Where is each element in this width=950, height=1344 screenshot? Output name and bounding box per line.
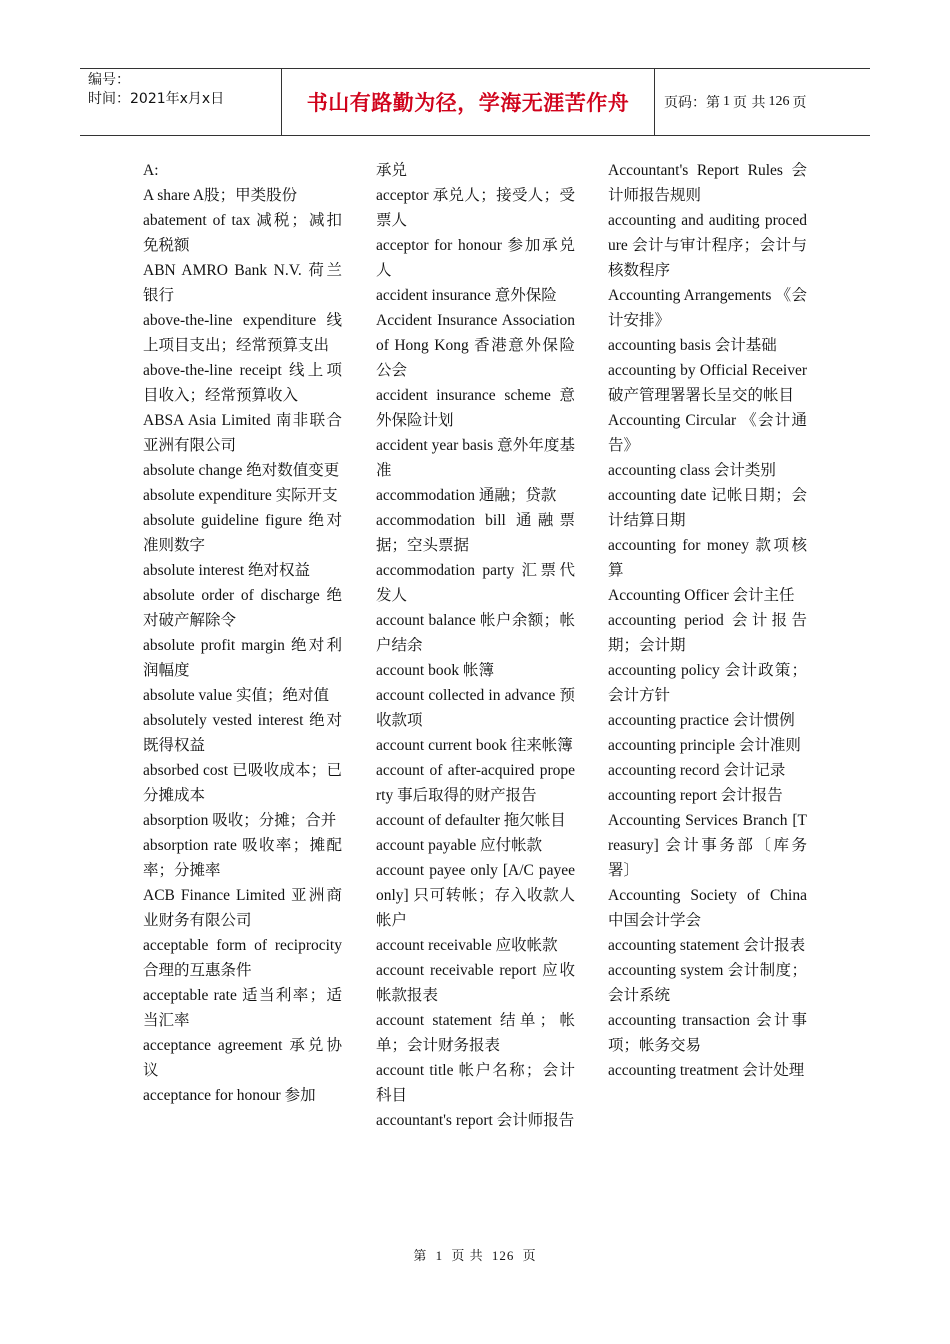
glossary-entry: ABSA Asia Limited 南非联合亚洲有限公司 (143, 412, 342, 454)
glossary-entry: above-the-line expenditure 线上项目支出；经常预算支出 (143, 312, 342, 354)
glossary-entry: Accounting Society of China 中国会计学会 (608, 887, 807, 929)
glossary-entry: ABN AMRO Bank N.V. 荷兰银行 (143, 262, 342, 304)
page-footer (0, 1245, 950, 1264)
glossary-entry: acceptor 承兑人；接受人；受票人 (376, 187, 575, 229)
glossary-entry: account payable 应付帐款 (376, 837, 543, 854)
glossary-entry: account statement 结单；帐单；会计财务报表 (376, 1012, 575, 1054)
glossary-entry: accounting transaction 会计事项；帐务交易 (608, 1012, 807, 1054)
glossary-entry: account balance 帐户余额；帐户结余 (376, 612, 575, 654)
glossary-entry: Accident Insurance Association of Hong Kong 香港意外保险公会 (376, 312, 575, 379)
page-header (80, 68, 870, 136)
glossary-entry: accommodation party 汇票代发人 (376, 562, 575, 604)
glossary-entry: accounting for money 款项核算 (608, 537, 807, 579)
glossary-entry: absolute profit margin 绝对利润幅度 (143, 637, 342, 679)
glossary-entry: absolute order of discharge 绝对破产解除令 (143, 587, 342, 629)
glossary-entry: accounting practice 会计惯例 (608, 712, 795, 729)
glossary-entry: accounting basis 会计基础 (608, 337, 777, 354)
glossary-entry: accounting period 会计报告期；会计期 (608, 612, 807, 654)
glossary-column-1 (143, 158, 342, 1108)
glossary-entry: absolutely vested interest 绝对既得权益 (143, 712, 342, 754)
glossary-entry: account payee only [A/C payee only] 只可转帐；存入收款人帐户 (376, 862, 575, 929)
glossary-entry: absolute value 实值；绝对值 (143, 687, 329, 704)
glossary-entry: account receivable 应收帐款 (376, 937, 558, 954)
document-date-label: 时间：2021年x月x日 (88, 91, 225, 107)
glossary-entry: account current book 往来帐簿 (376, 737, 573, 754)
glossary-entry: accident insurance 意外保险 (376, 287, 557, 304)
glossary-entry: absorption rate 吸收率；摊配率；分摊率 (143, 837, 342, 879)
header-page-prefix: 页码：第 (664, 95, 720, 111)
glossary-entry: acceptance agreement 承兑协议 (143, 1037, 342, 1079)
glossary-entry: Accounting Services Branch [Treasury] 会计事务部〔库务署〕 (608, 812, 807, 879)
glossary-entry: accounting report 会计报告 (608, 787, 783, 804)
glossary-entry: accountant's report 会计师报告 (376, 1112, 575, 1129)
glossary-entry: Accountant's Report Rules 会计师报告规则 (608, 162, 807, 204)
header-motto: 书山有路勤为径，学海无涯苦作舟 (306, 91, 630, 115)
header-meta-cell (80, 69, 282, 135)
glossary-entry: absolute expenditure 实际开支 (143, 487, 338, 504)
glossary-entry: Accounting Officer 会计主任 (608, 587, 795, 604)
glossary-entry: accounting policy 会计政策；会计方针 (608, 662, 807, 704)
glossary-entry: acceptable rate 适当利率；适当汇率 (143, 987, 342, 1029)
glossary-entry: account of after-acquired property 事后取得的财产报告 (376, 762, 575, 804)
header-page-current: 1 (723, 94, 730, 109)
footer-page-total: 126 (491, 1248, 515, 1263)
glossary-entry: acceptor for honour 参加承兑人 (376, 237, 575, 279)
glossary-entry: accommodation 通融；贷款 (376, 487, 557, 504)
glossary-entry: accident insurance scheme 意外保险计划 (376, 387, 575, 429)
glossary-entry: A: (143, 162, 159, 179)
footer-suffix: 页 (522, 1248, 537, 1263)
glossary-entry: accounting date 记帐日期；会计结算日期 (608, 487, 807, 529)
header-page-cell (655, 69, 870, 135)
glossary-entry: account book 帐簿 (376, 662, 494, 679)
glossary-entry: ACB Finance Limited 亚洲商业财务有限公司 (143, 887, 342, 929)
footer-prefix: 第 (413, 1248, 428, 1263)
glossary-entry: above-the-line receipt 线上项目收入；经常预算收入 (143, 362, 342, 404)
footer-page-current: 1 (435, 1248, 444, 1263)
glossary-entry: accounting statement 会计报表 (608, 937, 806, 954)
glossary-entry: absolute guideline figure 绝对准则数字 (143, 512, 342, 554)
glossary-entry: accounting class 会计类别 (608, 462, 776, 479)
glossary-entry: account of defaulter 拖欠帐目 (376, 812, 566, 829)
header-page-total: 126 (768, 94, 790, 109)
glossary-entry: accounting principle 会计准则 (608, 737, 801, 754)
glossary-entry: account title 帐户名称；会计科目 (376, 1062, 575, 1104)
glossary-entry: absorption 吸收；分摊；合并 (143, 812, 337, 829)
glossary-entry: accounting and auditing procedure 会计与审计程序；会计与核数程序 (608, 212, 807, 279)
glossary-entry: acceptable form of reciprocity 合理的互惠条件 (143, 937, 342, 979)
glossary-entry: absolute change 绝对数值变更 (143, 462, 340, 479)
glossary-entry: abatement of tax 减税；减扣免税额 (143, 212, 342, 254)
header-motto-cell (282, 69, 655, 135)
glossary-entry: Accounting Arrangements 《会计安排》 (608, 287, 807, 329)
glossary-entry: accounting system 会计制度；会计系统 (608, 962, 807, 1004)
glossary-column-2 (376, 158, 575, 1133)
glossary-entry: acceptance for honour 参加 (143, 1087, 316, 1104)
glossary-entry: accounting treatment 会计处理 (608, 1062, 805, 1079)
glossary-entry: Accounting Circular 《会计通告》 (608, 412, 807, 454)
glossary-entry: accounting by Official Receiver 破产管理署署长呈交的帐目 (608, 362, 807, 404)
glossary-entry: absolute interest 绝对权益 (143, 562, 311, 579)
document-number-label: 编号： (88, 72, 130, 88)
glossary-entry: 承兑 (376, 162, 408, 179)
glossary-entry: account receivable report 应收帐款报表 (376, 962, 575, 1004)
glossary-entry: account collected in advance 预收款项 (376, 687, 575, 729)
glossary-entry: accommodation bill 通融票据；空头票据 (376, 512, 575, 554)
glossary-entry: accounting record 会计记录 (608, 762, 786, 779)
glossary-entry: absorbed cost 已吸收成本；已分摊成本 (143, 762, 342, 804)
glossary-entry: A share A股；甲类股份 (143, 187, 298, 204)
header-page-suffix: 页 (792, 95, 807, 111)
header-page-mid: 页 共 (733, 95, 766, 111)
glossary-column-3 (608, 158, 807, 1083)
footer-mid: 页 共 (451, 1248, 484, 1263)
glossary-entry: accident year basis 意外年度基准 (376, 437, 575, 479)
